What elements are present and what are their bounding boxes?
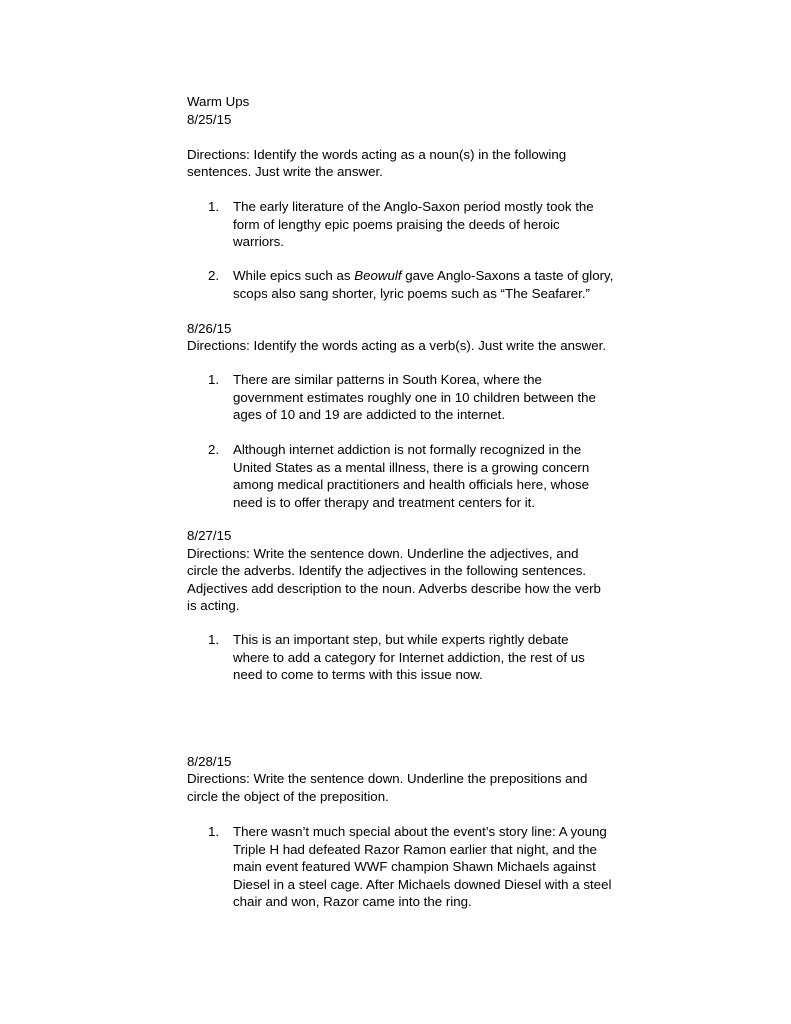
item-text bbox=[233, 441, 613, 511]
directions-prep-line2: circle the object of the preposition. bbox=[187, 789, 389, 804]
item-line: The early literature of the Anglo-Saxon period mostly took the bbox=[233, 199, 594, 214]
item-line: There are similar patterns in South Korea, where the bbox=[233, 372, 542, 387]
item-line: need to come to terms with this issue now. bbox=[233, 667, 483, 682]
item-line: among medical practitioners and health officials here, whose bbox=[233, 477, 590, 492]
item-line: main event featured WWF champion Shawn Michaels against bbox=[233, 859, 596, 874]
item-text bbox=[233, 371, 613, 424]
item-line: chair and won, Razor came into the ring. bbox=[233, 894, 472, 909]
directions-adj-line1: Directions: Write the sentence down. Underline the adjectives, and bbox=[187, 546, 579, 561]
item-line: scops also sang shorter, lyric poems such as “The Seafarer.” bbox=[233, 285, 590, 301]
item-line: This is an important step, but while experts rightly debate bbox=[233, 632, 569, 647]
directions-noun-line1: Directions: Identify the words acting as a noun(s) in the following bbox=[187, 147, 567, 162]
item-line: Although internet addiction is not formally recognized in the bbox=[233, 442, 582, 457]
item-line: where to add a category for Internet addiction, the rest of us bbox=[233, 649, 585, 665]
item-line: While epics such as Beowulf gave Anglo-Saxons a taste of glory, bbox=[233, 268, 614, 283]
date-8-26: 8/26/15 bbox=[187, 321, 232, 336]
directions-verb: Directions: Identify the words acting as a verb(s). Just write the answer. bbox=[187, 338, 607, 353]
item-number: 1. bbox=[208, 199, 220, 214]
date-8-25: 8/25/15 bbox=[187, 112, 232, 127]
item-text bbox=[233, 823, 613, 911]
directions-prep-line1: Directions: Write the sentence down. Underline the prepositions and bbox=[187, 771, 588, 786]
date-8-28: 8/28/15 bbox=[187, 754, 232, 769]
item-line: United States as a mental illness, there is a growing concern bbox=[233, 459, 590, 475]
item-number: 1. bbox=[208, 632, 220, 647]
item-number: 2. bbox=[208, 442, 220, 457]
item-line: Diesel in a steel cage. After Michaels downed Diesel with a steel bbox=[233, 876, 612, 892]
item-number: 2. bbox=[208, 268, 220, 283]
item-line: form of lengthy epic poems praising the deeds of heroic bbox=[233, 216, 560, 232]
item-line: ages of 10 and 19 are addicted to the internet. bbox=[233, 407, 506, 422]
directions-adj-line2: circle the adverbs. Identify the adjectives in the following sentences. bbox=[187, 563, 587, 578]
item-text bbox=[233, 267, 613, 302]
italic-title: Beowulf bbox=[354, 268, 402, 283]
item-line: Triple H had defeated Razor Ramon earlier that night, and the bbox=[233, 841, 597, 857]
item-number: 1. bbox=[208, 372, 220, 387]
item-line: need is to offer therapy and treatment centers for it. bbox=[233, 494, 536, 510]
directions-adj-line4: is acting. bbox=[187, 598, 240, 613]
item-text bbox=[233, 631, 613, 684]
item-line: government estimates roughly one in 10 children between the bbox=[233, 389, 596, 405]
date-8-27: 8/27/15 bbox=[187, 528, 232, 543]
item-line: There wasn’t much special about the event’s story line: A young bbox=[233, 824, 607, 839]
directions-noun-line2: sentences. Just write the answer. bbox=[187, 164, 383, 179]
item-text bbox=[233, 198, 613, 251]
item-number: 1. bbox=[208, 824, 220, 839]
item-line: warriors. bbox=[233, 234, 284, 249]
directions-adj-line3: Adjectives add description to the noun. Adverbs describe how the verb bbox=[187, 581, 601, 596]
document-title: Warm Ups bbox=[187, 94, 250, 109]
